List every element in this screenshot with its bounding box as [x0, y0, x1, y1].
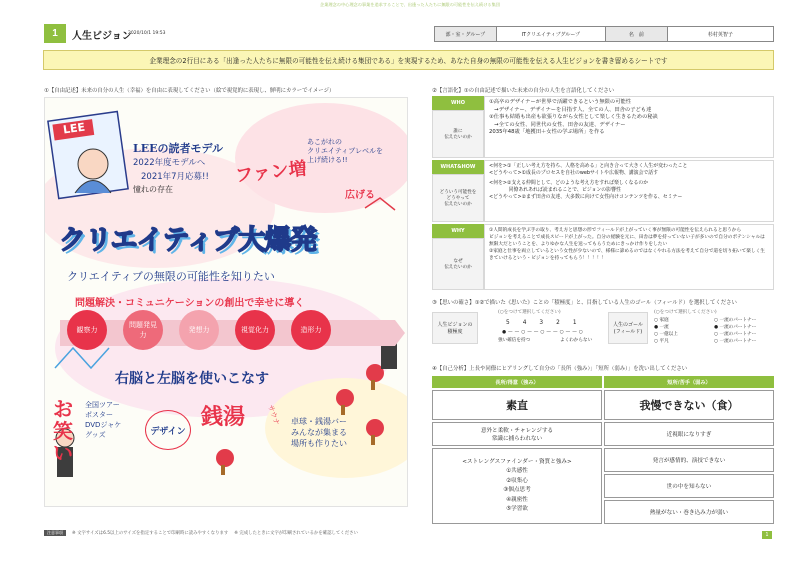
top-right-text — [307, 138, 383, 165]
row-label-what-how: WHAT&HOW — [432, 160, 484, 174]
why-line: ①人間的成長を学ぶ手の取り、考え方と思想の形でフィールドが上がっていく事が無限の可能性を伝えられると思うから — [489, 228, 742, 233]
goal-option[interactable]: ● 一流のパートナー — [714, 325, 757, 330]
goods-item: グッズ — [85, 431, 106, 439]
section1-title: ①【自由記述】未来の自分の人生（幸福）を自由に表現してください（絵で視覚的に表現し、鮮明にカラーでイメージ） — [44, 88, 335, 94]
strength-main: 素直 — [432, 390, 602, 420]
top-right-line-2: クリエイティブレベルを — [307, 147, 384, 155]
section4-title: ④【自己分析】上長や同僚にヒアリングして自分の「長所（強み）」「短所（弱み）」を洗い出してください — [432, 366, 688, 372]
strength-item: 意外と柔軟・チャレンジする 常識に捕らわれない — [432, 422, 602, 446]
row-text-why — [484, 224, 774, 290]
scale-option[interactable]: 1 — [572, 320, 577, 326]
footer-note-2: ※ 完成したときに文字が印刷されているかを確認してください — [234, 531, 358, 536]
goods-item: 全国ツアー — [85, 401, 120, 409]
weakness-item: 世の中を知らない — [604, 474, 774, 498]
design-burst: デザイン — [145, 410, 191, 450]
weakness-item: 熱量がない・巻き込み力が弱い — [604, 500, 774, 524]
row-sub-who: 誰に 伝えたいのか — [432, 110, 484, 158]
page-title: 人生ビジョン — [72, 31, 132, 42]
weakness-item: 近視眼になりすぎ — [604, 422, 774, 446]
weakness-item: 発言が感情的、演技できない — [604, 448, 774, 472]
goal-option-text: 一流のパートナー — [719, 339, 757, 344]
owarai-text: お笑い — [53, 397, 73, 465]
who-line: →デザイナー、デザイナーを目指す人、全ての人、田舎の子ども達 — [489, 106, 652, 113]
sento-text: 銭湯 — [201, 405, 246, 430]
goal-option-text: 家庭 — [659, 318, 669, 323]
strength-header: 長所/得意（強み） — [432, 376, 602, 388]
page-number: 1 — [762, 531, 772, 539]
footer-tag: 注意事項 — [44, 530, 66, 536]
top-right-line-1: あこがれの — [307, 138, 342, 146]
who-line: 2035年48歳「地獲田＋女性の学ぶ場所」を作る — [489, 129, 605, 136]
name-label: 名 前 — [606, 27, 668, 41]
skill-circle: 造形力 — [291, 310, 331, 350]
scale-option[interactable]: 5 — [506, 320, 510, 326]
goal-option[interactable]: ○ 平凡 — [654, 339, 669, 344]
skill-circle: 問題発見力 — [123, 310, 163, 350]
what-line: <どうやって>②まず田舎の友達、大多数に向けて女性向けコンテンツを作る、セミナー — [489, 194, 683, 200]
goal-option[interactable]: ○ 家庭 — [654, 318, 669, 323]
why-line: ②家庭と仕事を両立しているという女性が少ないので、様様に諦めるのではなくやれる方法を考えて自分で道を切り拓いて楽しく生きていけるという・ビジョンを持ってもらう！！！！！ — [489, 249, 765, 261]
what-line: <何を>①「正しい考え方を持ち、人格を高める」と向き合って大きく人生が変わったこと — [489, 163, 688, 169]
section2-title: ②【言語化】①の自由記述で描いた未来の自分の人生を言語化してください — [432, 88, 615, 94]
row-text-who — [484, 96, 774, 158]
instruction-banner: 企業理念の2行目にある「出逢った人たちに無限の可能性を伝え続ける集団である」を実現するため、あなた自身の無限の可能性を伝える人生ビジョンを書き留めるシートです — [43, 50, 774, 70]
row-sub-what-how: どういう可能性を どうやって 伝えたいのか — [432, 174, 484, 222]
main-title: クリエイティブ大爆発 — [59, 225, 317, 256]
section3-title: ③【思いの確さ】①②で描いた《思いた》ことの「積極度」と、目指している人生のゴール（フィールド）を選択してください — [432, 300, 737, 306]
fan-sub: 憧れの存在 — [133, 185, 173, 194]
goods-item: DVDジャケ — [85, 421, 122, 429]
vision-illustration — [44, 97, 408, 507]
who-line: ①高卒のデザイナーが世界で活躍できるという無限の可能性 — [489, 99, 632, 105]
pingpong-text — [291, 416, 347, 449]
goal-hint: (○をつけて選択してください) — [654, 310, 717, 315]
goal-option-text: 一流のパートナー — [719, 318, 757, 323]
goal-option-text: 一億以上 — [659, 332, 678, 337]
date-stamp: 2020/10/1 19:53 — [128, 31, 166, 36]
goal-option[interactable]: ○ 一流のパートナー — [714, 339, 757, 344]
what-line: <何を>②支える仲間として、どのような考え方をすれば楽しくなるのか — [489, 180, 649, 186]
goods-item: ポスター — [85, 411, 113, 419]
footer-note-1: ※ 文字サイズは6.5以上のサイズを指定することで印刷時に読みやすくなります — [72, 531, 229, 536]
sub-line-1: クリエイティブの無限の可能性を知りたい — [67, 270, 275, 283]
strength-item: <ストレングスファインダー・資質と強み> ①共感性 ②収集心 ③個点思考 ④親密性 ⑤学習欲 — [432, 448, 602, 524]
row-label-why: WHY — [432, 224, 484, 238]
brain-text: 右脳と左脳を使いこなす — [115, 371, 269, 387]
row-text-what-how — [484, 160, 774, 222]
goal-option-text: 一流のパートナー — [719, 325, 757, 330]
lee-text-2: 2022年度モデルへ — [133, 158, 206, 168]
goal-option[interactable]: ○ 一億以上 — [654, 332, 678, 337]
skill-circle: 観察力 — [67, 310, 107, 350]
scale-option[interactable]: 2 — [556, 320, 560, 326]
pingpong-line: みんなが集まる — [291, 428, 347, 437]
header-info-table — [434, 26, 774, 42]
pingpong-line: 場所も作りたい — [291, 439, 347, 448]
skill-circle: 視覚化力 — [235, 310, 275, 350]
weakness-header: 短所/苦手（弱み） — [604, 376, 774, 388]
strength-scale — [506, 320, 577, 326]
scale-dots: ●——○——○——○——○ — [502, 330, 585, 335]
dept-label: 部・室・グループ — [435, 27, 497, 41]
goal-option[interactable]: ○ 一流のパートナー — [714, 318, 757, 323]
scale-option[interactable]: 4 — [522, 320, 527, 326]
weakness-main: 我慢できない（食） — [604, 390, 774, 420]
skill-circle: 発想力 — [179, 310, 219, 350]
goal-options — [654, 318, 774, 345]
goal-option-text: 一流 — [659, 325, 669, 330]
vision-strength-label: 人生ビジョンの 積極度 — [432, 312, 478, 344]
section-number-badge: 1 — [44, 24, 66, 43]
fan-text: ファン増 — [234, 158, 308, 187]
scale-hint: (○をつけて選択してください) — [498, 310, 561, 315]
scale-right-label: よくわからない — [560, 338, 593, 343]
name-value: 杉村英智子 — [707, 31, 733, 38]
why-line: ビジョンを考えることで成長スピードが上がった。自分の経験を元に、田舎は夢を持っていない子が多いので自分のポテンシャルは無限大だということを、よりゆかな人生を送ってもらうためにきっかけ作りをしたい — [489, 235, 765, 247]
what-line: 同僚あれあれば読まれることで、ビジョンの影響性 — [489, 187, 621, 193]
scale-left-label: 強い確信を持つ — [498, 338, 531, 343]
footer-notes — [44, 530, 358, 536]
who-line: →全ての女性、同世代の女性、田舎の友達、デザイナー — [489, 121, 626, 128]
who-line: ②仕事も結婚も出産も欲張りながら女性として楽しく生きるための秘訣 — [489, 114, 658, 121]
hiroge-text: 広げる — [345, 190, 375, 201]
skill-circles — [67, 310, 331, 350]
lee-text-1: LEEの読者モデル — [133, 142, 223, 155]
lee-logo: LEE — [62, 120, 86, 137]
sauna-text: サウナ — [266, 403, 281, 427]
row-label-who: WHO — [432, 96, 484, 110]
goal-option[interactable]: ○ 一流のパートナー — [714, 332, 757, 337]
top-note: 企業理念の中心理念の事業を追求することで、出逢った人たちに無限の可能性を伝え続ける集団 — [320, 2, 500, 7]
lee-text-3: 2021年7月応募!! — [141, 172, 209, 182]
row-sub-why: なぜ 伝えたいのか — [432, 238, 484, 290]
top-right-line-3: 上げ続ける!! — [307, 156, 348, 164]
goal-option-text: 平凡 — [659, 339, 669, 344]
scale-option[interactable]: 3 — [539, 320, 544, 326]
dept-value: ITクリエイティブグループ — [497, 27, 606, 41]
life-goal-label: 人生のゴール (フィールド) — [608, 312, 648, 344]
pingpong-line: 卓球・銭湯バー — [291, 417, 347, 426]
goal-option-text: 一流のパートナー — [719, 332, 757, 337]
sub-line-2: 問題解決・コミュニケーションの創出で幸せに導く — [75, 298, 305, 309]
goal-option[interactable]: ● 一流 — [654, 325, 669, 330]
goods-list — [85, 400, 121, 440]
what-line: <どうやって>①成長のプロセスを自社のwebサイトや広報物、講演会で話す — [489, 170, 659, 176]
